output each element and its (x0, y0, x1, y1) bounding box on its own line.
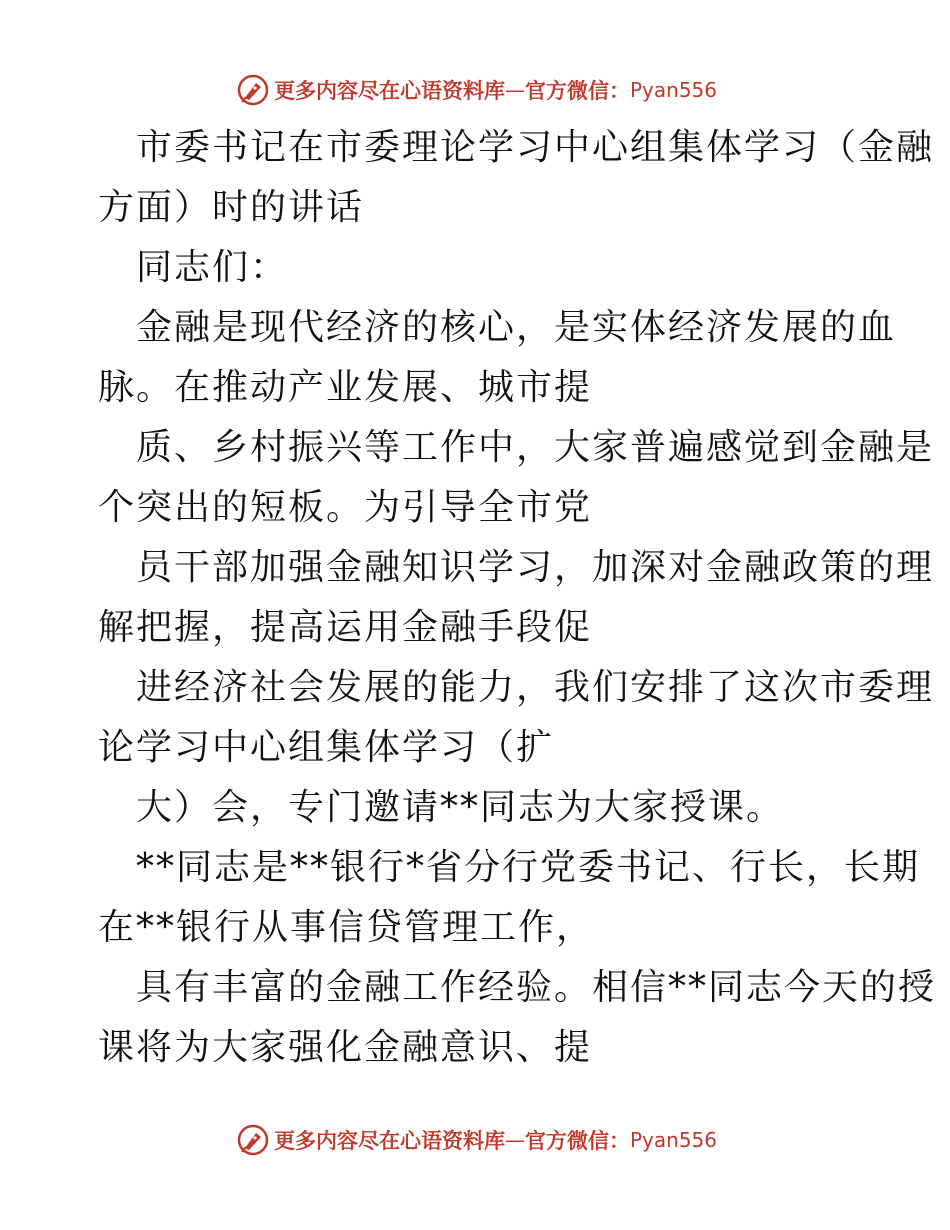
text-line: 金融是现代经济的核心，是实体经济发展的血 (136, 307, 897, 348)
header-banner (236, 72, 717, 108)
banner-wechat-label: 官方微信： (525, 1128, 630, 1153)
text-line: 方面）时的讲话 (98, 187, 365, 228)
banner-brand: 更多内容尽在心语资料库 (274, 78, 505, 103)
text-line: 论学习中心组集体学习（扩 (98, 727, 555, 768)
banner-wechat-id: Pyan556 (630, 78, 718, 102)
text-line: 解把握，提高运用金融手段促 (98, 607, 593, 648)
text-line: 具有丰富的金融工作经验。相信**同志今天的授 (136, 967, 937, 1008)
banner-dash: — (505, 1128, 525, 1152)
text-line: 个突出的短板。为引导全市党 (98, 487, 593, 528)
pen-nib-logo-icon (236, 73, 270, 107)
banner-brand: 更多内容尽在心语资料库 (274, 1128, 505, 1153)
text-line: **同志是**银行*省分行党委书记、行长，长期 (136, 847, 921, 888)
banner-wechat-label: 官方微信： (525, 78, 630, 103)
text-line: 脉。在推动产业发展、城市提 (98, 367, 593, 408)
banner-wechat-id: Pyan556 (630, 1128, 718, 1152)
document-body (98, 118, 937, 1078)
text-line: 员干部加强金融知识学习，加深对金融政策的理 (136, 547, 935, 588)
banner-dash: — (505, 78, 525, 102)
text-line: 质、乡村振兴等工作中，大家普遍感觉到金融是 (136, 427, 935, 468)
text-line: 进经济社会发展的能力，我们安排了这次市委理 (136, 667, 935, 708)
pen-nib-logo-icon (236, 1123, 270, 1157)
footer-banner (236, 1122, 717, 1158)
text-line: 同志们： (136, 247, 289, 288)
text-line: 大）会，专门邀请**同志为大家授课。 (136, 787, 785, 828)
text-line: 市委书记在市委理论学习中心组集体学习（金融 (136, 127, 935, 168)
text-line: 在**银行从事信贷管理工作， (98, 907, 595, 948)
text-line: 课将为大家强化金融意识、提 (98, 1027, 593, 1068)
